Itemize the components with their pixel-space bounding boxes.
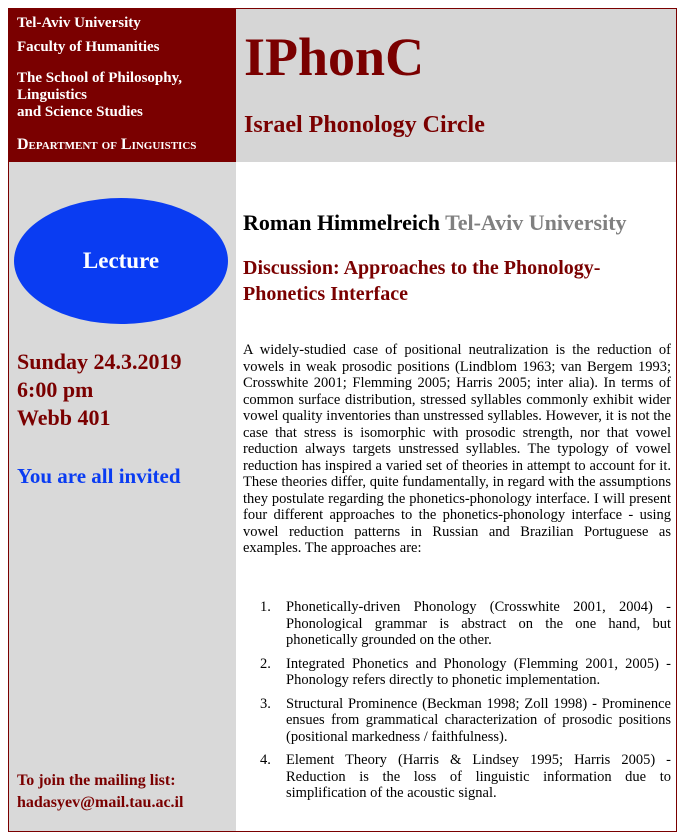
event-room: Webb 401: [17, 405, 111, 430]
lecture-badge-label: Lecture: [82, 248, 160, 273]
department-name: Department of Linguistics: [17, 136, 197, 153]
institution-header: [9, 9, 236, 162]
school-name-line3: and Science Studies: [17, 104, 143, 120]
mailing-list-label: To join the mailing list:: [17, 772, 176, 789]
list-item-number: 2.: [260, 655, 271, 672]
talk-abstract: A widely-studied case of positional neutralization is the reduction of vowels in weak prosodic positions (Lindblom 1963; van Bergem 1993; Crosswhite 2001; Flemming 2005; Harris 2005; inter alia). In terms of common surface distribution, stressed syllables commonly exhibit wider vowel quality inventories than unstressed syllables. However, it is not the case that stress is isomorphic with prosodic strength, nor that vowel reduction always targets unstressed syllables. The typology of vowel reduction has inspired a varied set of theories in attempt to account for it. These theories differ, quite fundamentally, in regard with the assumptions they postulate regarding the phonetics-phonology interface. I will present four different approaches to the phonetics-phonology interface - using vowel reduction patterns in Russian and Brazilian Portuguese as examples. The approaches are:: [243, 342, 671, 556]
list-item: [260, 696, 671, 746]
list-item-text: Element Theory (Harris & Lindsey 1995; Harris 2005) - Reduction is the loss of linguistic information due to simplification of the acoustic signal.: [286, 752, 671, 801]
event-date: Sunday 24.3.2019: [17, 349, 182, 374]
lecture-badge: [14, 198, 228, 324]
mailing-list: [17, 770, 183, 814]
list-item-text: Phonetically-driven Phonology (Crosswhite 2001, 2004) - Phonological grammar is abstract on the one hand, but phonetically grounded on the other.: [286, 599, 671, 648]
list-item-text: Integrated Phonetics and Phonology (Flemming 2001, 2005) - Phonology refers directly to phonetic implementation.: [286, 655, 671, 688]
list-item: [260, 656, 671, 689]
event-time: 6:00 pm: [17, 377, 94, 402]
brand-logo-text: IPhonC: [244, 27, 425, 87]
list-item-number: 3.: [260, 695, 271, 712]
event-sidebar: [9, 162, 236, 831]
list-item-text: Structural Prominence (Beckman 1998; Zoll 1998) - Prominence ensues from grammatical characterization of prosodic positions (positional markedness / faithfulness).: [286, 695, 671, 745]
brand-header: [236, 9, 676, 162]
brand-subtitle: Israel Phonology Circle: [244, 112, 485, 138]
list-item-number: 4.: [260, 752, 271, 768]
faculty-name: Faculty of Humanities: [17, 39, 160, 55]
speaker-affiliation: Tel-Aviv University: [445, 210, 627, 235]
list-item: [260, 599, 671, 649]
invite-text: You are all invited: [17, 464, 181, 488]
speaker-line: [243, 210, 627, 236]
school-name-line1: The School of Philosophy,: [17, 70, 183, 86]
list-item-number: 1.: [260, 599, 271, 615]
approaches-list: [260, 599, 671, 809]
talk-content: [236, 162, 676, 831]
mailing-list-email[interactable]: hadasyev@mail.tau.ac.il: [17, 794, 184, 811]
school-name-line2: Linguistics: [17, 87, 88, 103]
list-item: [260, 752, 671, 802]
speaker-name: Roman Himmelreich: [243, 210, 440, 235]
university-name: Tel-Aviv University: [17, 15, 141, 31]
talk-title: Discussion: Approaches to the Phonology-Phonetics Interface: [243, 257, 601, 305]
